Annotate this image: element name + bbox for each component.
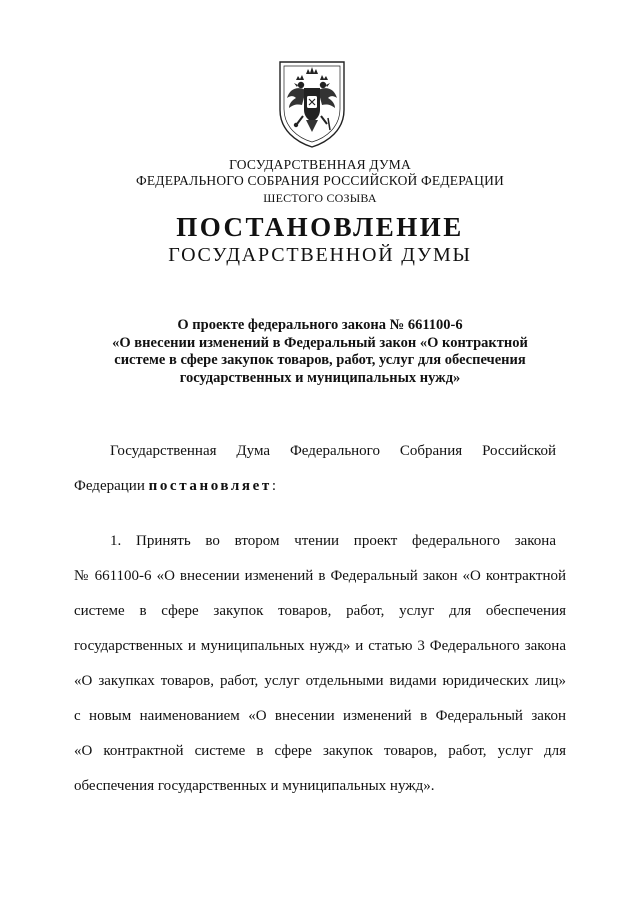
item-line: с новым наименованием «О внесении изменений в Федеральный закон [74, 708, 566, 724]
state-emblem-icon [276, 58, 348, 150]
document-subject [90, 317, 550, 387]
subject-line: системе в сфере закупок товаров, работ, услуг для обеспечения [114, 352, 526, 368]
item-line: № 661100-6 «О внесении изменений в Федеральный закон «О контрактной [74, 568, 566, 584]
document-subtitle: ГОСУДАРСТВЕННОЙ ДУМЫ [168, 244, 472, 266]
preamble-start: Федерации [74, 478, 145, 494]
item-line: системе в сфере закупок товаров, работ, услуг для обеспечения [74, 603, 566, 619]
org-line-federal-assembly: ФЕДЕРАЛЬНОГО СОБРАНИЯ РОССИЙСКОЙ ФЕДЕРАЦИИ [136, 173, 504, 188]
preamble-colon: : [271, 478, 277, 494]
document-title: ПОСТАНОВЛЕНИЕ [176, 212, 464, 242]
decree-verb: постановляет [148, 478, 272, 494]
item-line: 1. Принять во втором чтении проект федерального закона [110, 533, 556, 549]
subject-line: «О внесении изменений в Федеральный закон «О контрактной [112, 334, 528, 351]
item-line: обеспечения государственных и муниципальных нужд». [74, 778, 435, 794]
org-line-duma: ГОСУДАРСТВЕННАЯ ДУМА [229, 157, 411, 172]
item-line: «О контрактной системе в сфере закупок товаров, работ, услуг для [74, 743, 566, 759]
subject-line: государственных и муниципальных нужд» [179, 369, 461, 386]
subject-line: О проекте федерального закона № 661100-6 [177, 317, 463, 333]
preamble-line [74, 477, 276, 495]
item-line: государственных и муниципальных нужд» и статью 3 Федерального закона [74, 638, 566, 654]
preamble-line: Государственная Дума Федерального Собрания Российской [110, 443, 556, 459]
item-line: «О закупках товаров, работ, услуг отдельными видами юридических лиц» [74, 673, 566, 689]
org-line-convocation: ШЕСТОГО СОЗЫВА [263, 191, 377, 205]
